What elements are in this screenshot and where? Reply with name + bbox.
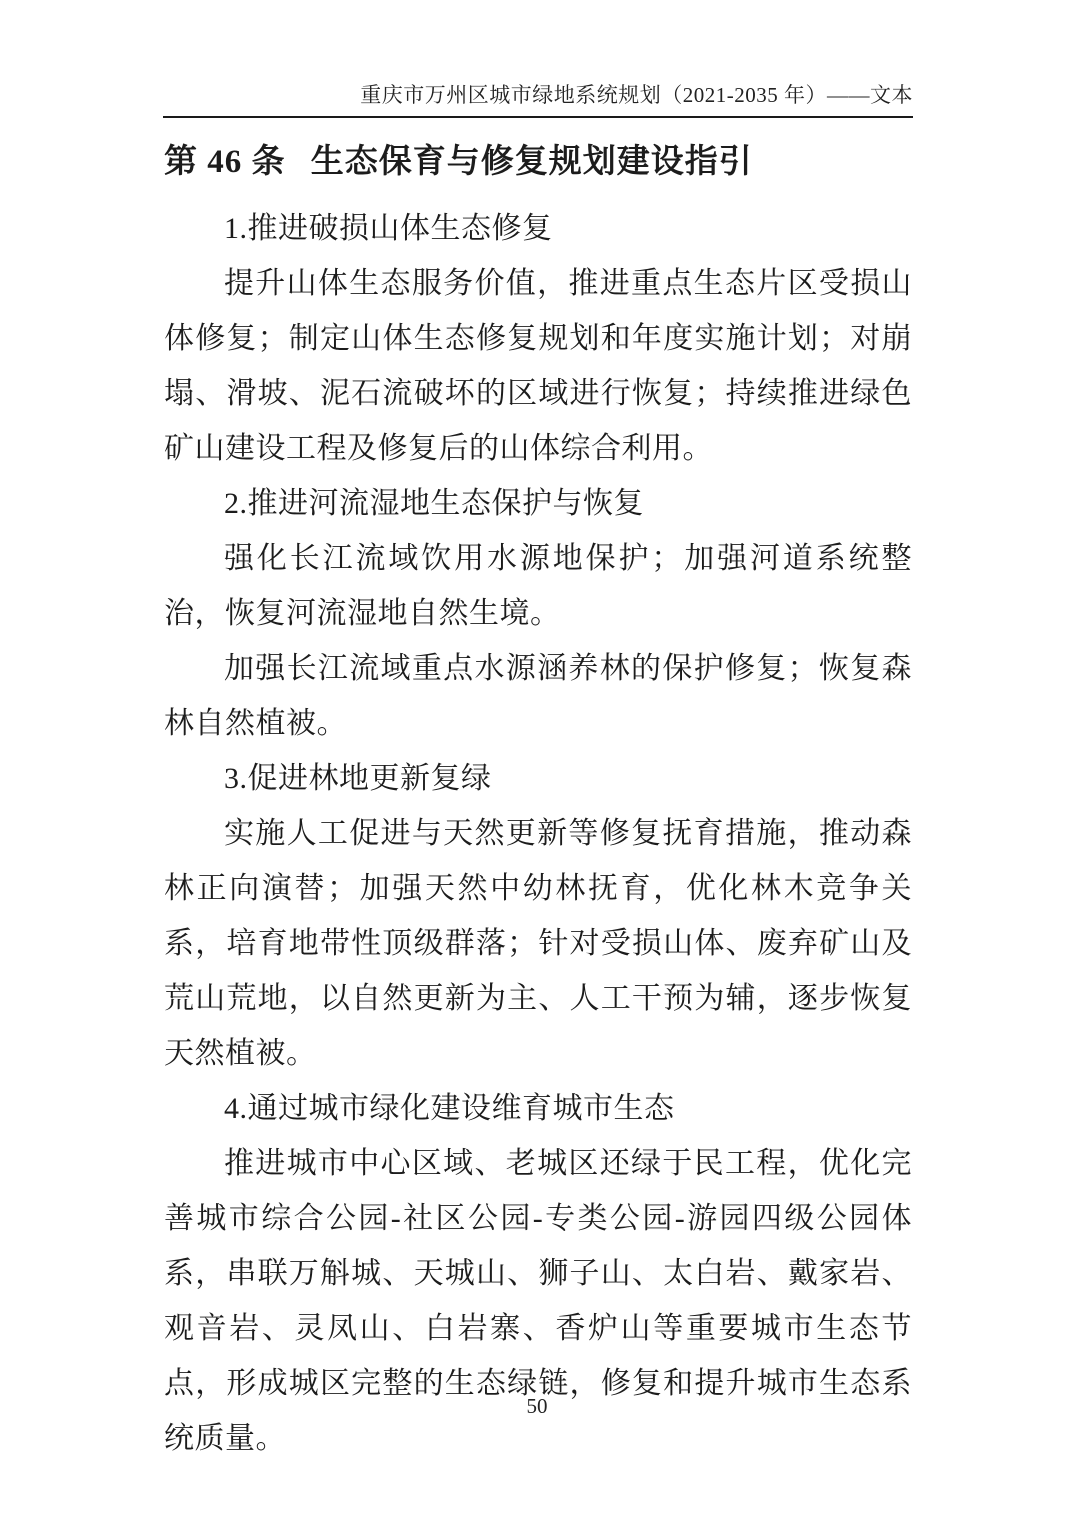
article-heading	[164, 137, 912, 187]
paragraph: 推进城市中心区域、老城区还绿于民工程，优化完善城市综合公园-社区公园-专类公园-游园四级公园体系，串联万斛城、天城山、狮子山、太白岩、戴家岩、观音岩、灵凤山、白岩寨、香炉山等重要城市生态节点，形成城区完整的生态绿链，修复和提升城市生态系统质量。	[164, 1147, 912, 1455]
subheading-3: 3.促进林地更新复绿	[224, 762, 492, 795]
running-header: 重庆市万州区城市绿地系统规划（2021-2035 年）——文本	[360, 83, 913, 107]
article-title: 生态保育与修复规划建设指引	[310, 144, 753, 180]
paragraph: 实施人工促进与天然更新等修复抚育措施，推动森林正向演替；加强天然中幼林抚育，优化林木竞争关系，培育地带性顶级群落；针对受损山体、废弃矿山及荒山荒地，以自然更新为主、人工干预为辅，逐步恢复天然植被。	[164, 817, 912, 1070]
paragraph: 加强长江流域重点水源涵养林的保护修复；恢复森林自然植被。	[164, 652, 912, 740]
paragraph: 强化长江流域饮用水源地保护；加强河道系统整治，恢复河流湿地自然生境。	[164, 542, 912, 630]
paragraph: 提升山体生态服务价值，推进重点生态片区受损山体修复；制定山体生态修复规划和年度实施计划；对崩塌、滑坡、泥石流破坏的区域进行恢复；持续推进绿色矿山建设工程及修复后的山体综合利用。	[164, 267, 912, 465]
subheading-4: 4.通过城市绿化建设维育城市生态	[224, 1092, 675, 1125]
article-number: 第 46 条	[164, 144, 286, 180]
page-number: 50	[526, 1394, 548, 1418]
header-rule	[163, 116, 913, 118]
subheading-2: 2.推进河流湿地生态保护与恢复	[224, 487, 644, 520]
subheading-1: 1.推进破损山体生态修复	[224, 212, 553, 245]
page-content	[164, 137, 912, 1466]
